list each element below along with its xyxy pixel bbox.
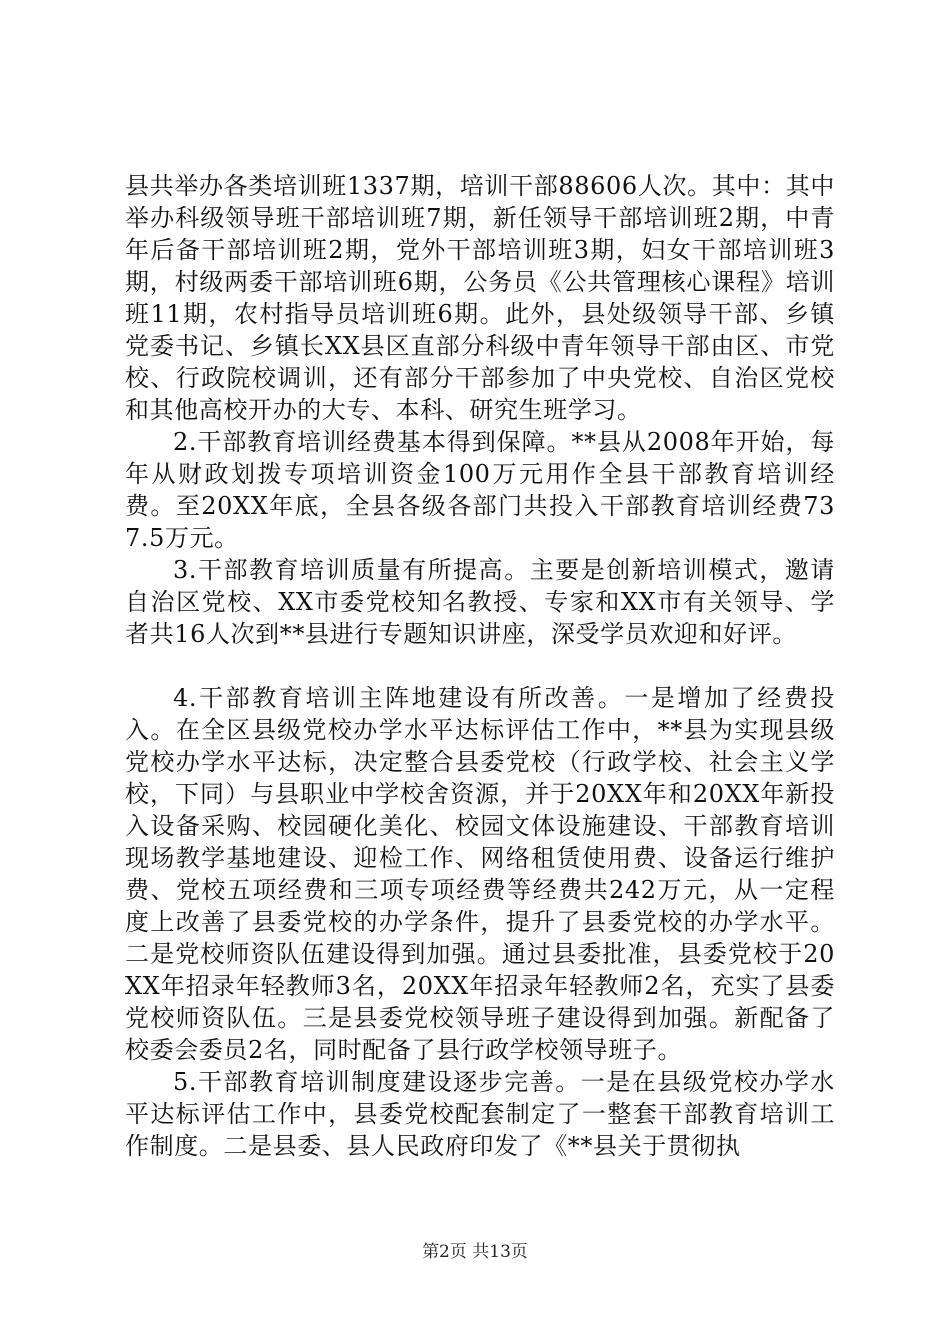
paragraph-spacer — [125, 650, 835, 682]
document-body — [125, 170, 835, 1162]
paragraph-quality: 3.干部教育培训质量有所提高。主要是创新培训模式，邀请自治区党校、XX市委党校知名教授、专家和XX市有关领导、学者共16人次到**县进行专题知识讲座，深受学员欢迎和好评。 — [125, 556, 835, 648]
paragraph-base-construction: 4.干部教育培训主阵地建设有所改善。一是增加了经费投入。在全区县级党校办学水平达标评估工作中，**县为实现县级党校办学水平达标，决定整合县委党校（行政学校、社会主义学校，下同）与县职业中学校舍资源，并于20XX年和20XX年新投入设备采购、校园硬化美化、校园文体设施建设、干部教育培训现场教学基地建设、迎检工作、网络租赁使用费、设备运行维护费、党校五项经费和三项专项经费等经费共242万元，从一定程度上改善了县委党校的办学条件，提升了县委党校的办学水平。二是党校师资队伍建设得到加强。通过县委批准，县委党校于20XX年招录年轻教师3名，20XX年招录年轻教师2名，充实了县委党校师资队伍。三是县委党校领导班子建设得到加强。新配备了校委会委员2名，同时配备了县行政学校领导班子。 — [125, 684, 835, 1064]
page-number-footer: 第2页 共13页 — [422, 1242, 528, 1262]
paragraph-funding: 2.干部教育培训经费基本得到保障。**县从2008年开始，每年从财政划拨专项培训资金100万元用作全县干部教育培训经费。至20XX年底，全县各级各部门共投入干部教育培训经费737.5万元。 — [125, 428, 835, 552]
paragraph-system-construction: 5.干部教育培训制度建设逐步完善。一是在县级党校办学水平达标评估工作中，县委党校配套制定了一整套干部教育培训工作制度。二是县委、县人民政府印发了《**县关于贯彻执 — [125, 1068, 835, 1160]
paragraph-training-classes: 县共举办各类培训班1337期，培训干部88606人次。其中：其中举办科级领导班干部培训班7期，新任领导干部培训班2期，中青年后备干部培训班2期，党外干部培训班3期，妇女干部培训班3期，村级两委干部培训班6期，公务员《公共管理核心课程》培训班11期，农村指导员培训班6期。此外，县处级领导干部、乡镇党委书记、乡镇长XX县区直部分科级中青年领导干部由区、市党校、行政院校调训，还有部分干部参加了中央党校、自治区党校和其他高校开办的大专、本科、研究生班学习。 — [125, 172, 835, 424]
